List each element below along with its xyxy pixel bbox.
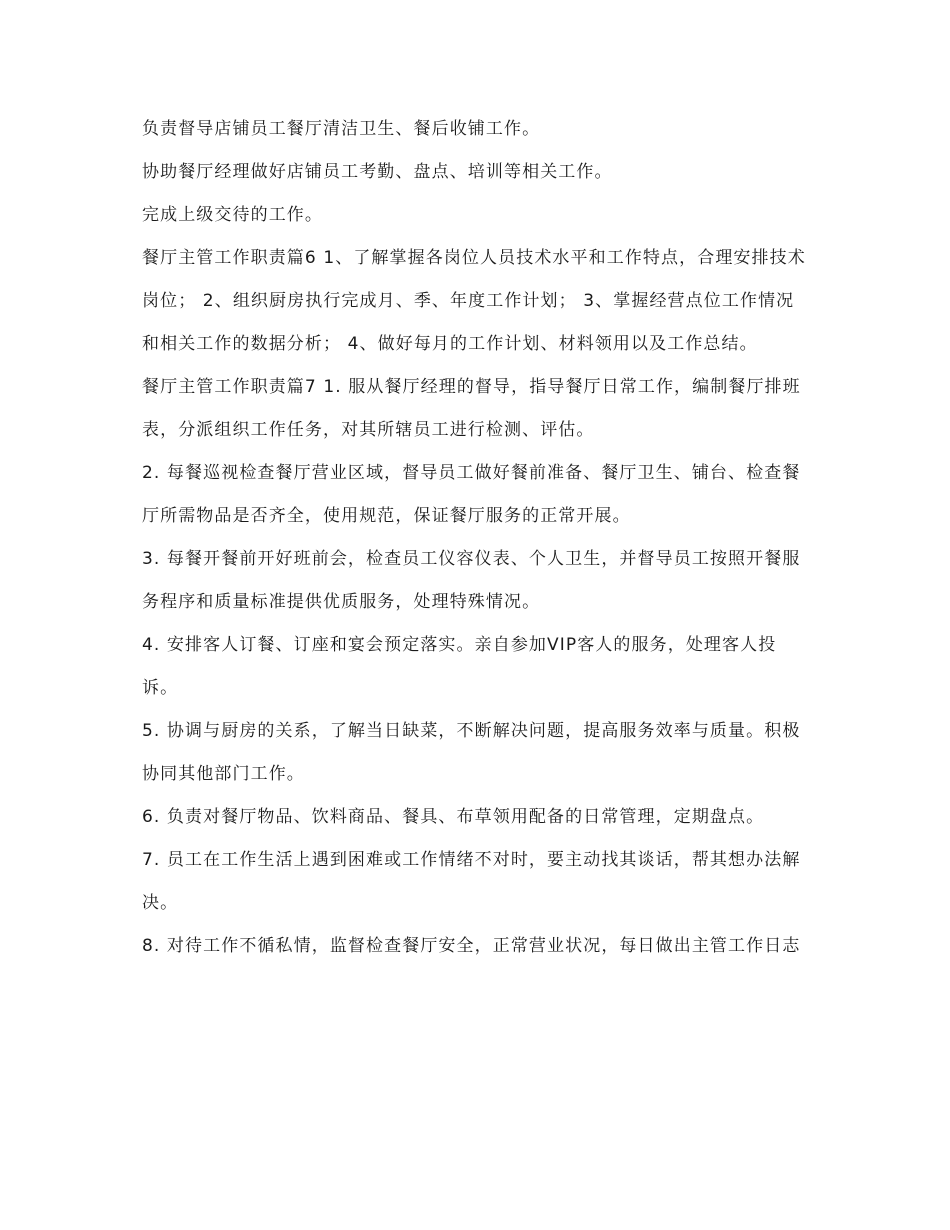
- paragraph-11: 7. 员工在工作生活上遇到困难或工作情绪不对时，要主动找其谈话，帮其想办法解决。: [142, 850, 801, 913]
- paragraph-9: 5. 协调与厨房的关系，了解当日缺菜，不断解决问题，提高服务效率与质量。积极协同其他部门工作。: [142, 721, 801, 784]
- paragraph-1: 负责督导店铺员工餐厅清洁卫生、餐后收铺工作。: [142, 119, 541, 139]
- document-body: [142, 108, 810, 968]
- paragraph-7: 3. 每餐开餐前开好班前会，检查员工仪容仪表、个人卫生，并督导员工按照开餐服务程序和质量标准提供优质服务，处理特殊情况。: [142, 549, 801, 612]
- paragraph-8: 4. 安排客人订餐、订座和宴会预定落实。亲自参加VIP客人的服务，处理客人投诉。: [142, 635, 777, 698]
- paragraph-4: 餐厅主管工作职责篇6 1、了解掌握各岗位人员技术水平和工作特点，合理安排技术岗位； 2、组织厨房执行完成月、季、年度工作计划； 3、掌握经营点位工作情况和相关工作的数据分析； 4、做好每月的工作计划、材料领用以及工作总结。: [142, 248, 806, 354]
- paragraph-12: 8. 对待工作不循私情，监督检查餐厅安全，正常营业状况，每日做出主管工作日志: [142, 936, 801, 956]
- paragraph-3: 完成上级交待的工作。: [142, 205, 323, 225]
- paragraph-2: 协助餐厅经理做好店铺员工考勤、盘点、培训等相关工作。: [142, 162, 613, 182]
- paragraph-6: 2. 每餐巡视检查餐厅营业区域，督导员工做好餐前准备、餐厅卫生、铺台、检查餐厅所需物品是否齐全，使用规范，保证餐厅服务的正常开展。: [142, 463, 801, 526]
- paragraph-5: 餐厅主管工作职责篇7 1. 服从餐厅经理的督导，指导餐厅日常工作，编制餐厅排班表，分派组织工作任务，对其所辖员工进行检测、评估。: [142, 377, 801, 440]
- paragraph-10: 6. 负责对餐厅物品、饮料商品、餐具、布草领用配备的日常管理，定期盘点。: [142, 807, 765, 827]
